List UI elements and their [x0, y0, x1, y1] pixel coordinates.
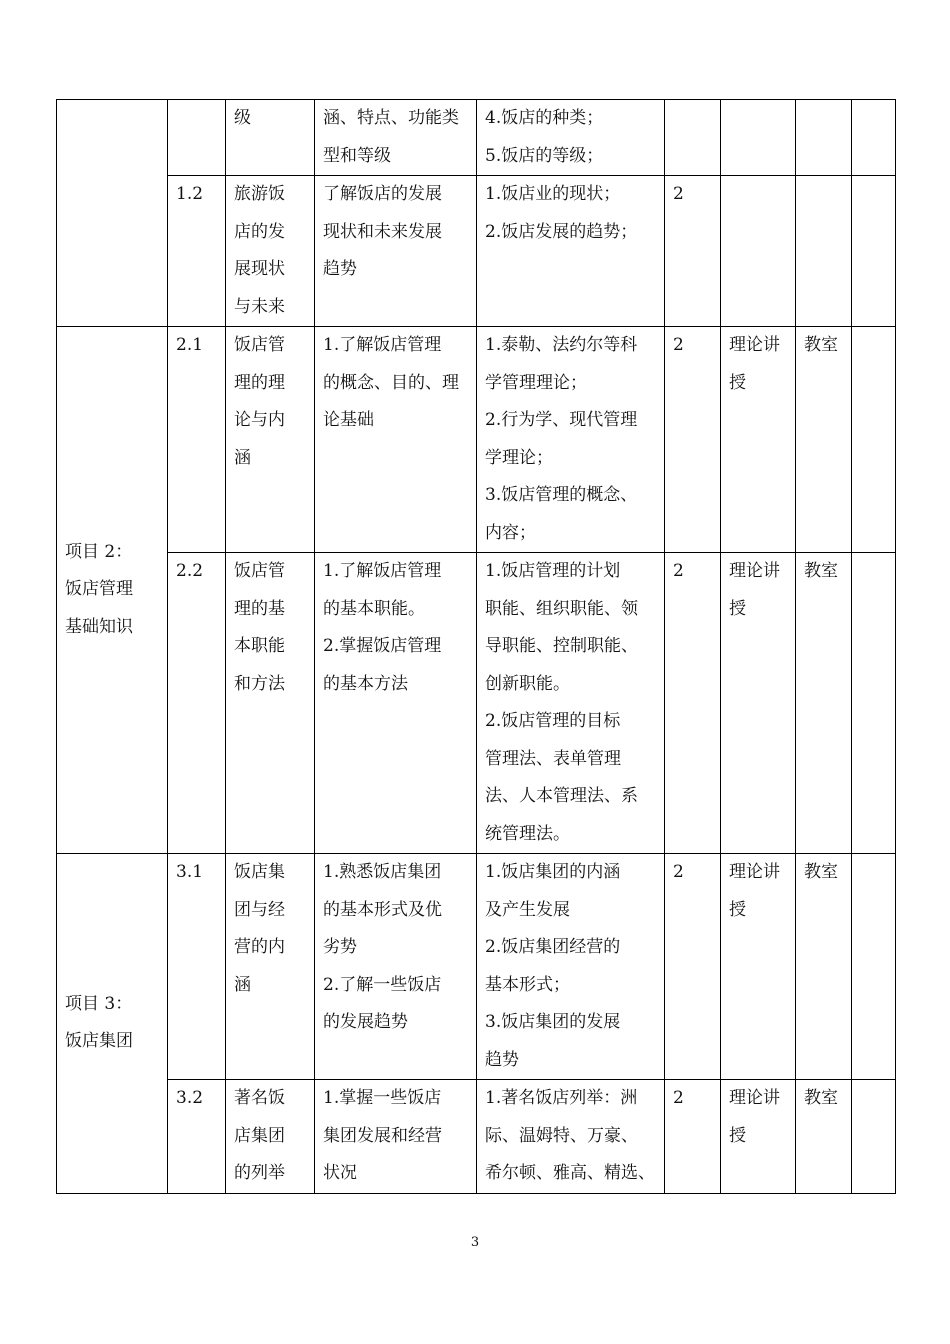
cell-line: 饭店集团 [65, 1031, 133, 1052]
no-cell [168, 327, 226, 553]
method-cell [721, 327, 796, 553]
objective-cell [315, 1080, 477, 1194]
project-cell [57, 854, 168, 1194]
cell-text: 2.2 [176, 561, 204, 581]
place-cell [796, 553, 852, 854]
remark-cell [852, 327, 896, 553]
cell-line: 2.饭店集团经营的 [485, 937, 621, 957]
remark-cell [852, 100, 896, 176]
cell-text: 2 [673, 561, 684, 581]
cell-line: 论基础 [323, 410, 374, 430]
cell-line: 2.了解一些饭店 [323, 974, 442, 995]
cell-line: 饭店管 [234, 561, 285, 581]
cell-line: 际、温姆特、万豪、 [485, 1125, 638, 1146]
hours-cell [665, 327, 721, 553]
page-number: 3 [470, 1235, 480, 1250]
table-row [57, 553, 896, 854]
cell-line: 与未来 [234, 296, 285, 317]
cell-line: 饭店管 [234, 335, 285, 355]
cell-text: 3.2 [176, 1088, 204, 1108]
cell-text: 教室 [804, 561, 838, 581]
method-cell [721, 176, 796, 327]
cell-line: 饭店管理 [65, 579, 133, 600]
place-cell [796, 327, 852, 553]
cell-line: 趋势 [485, 1049, 519, 1070]
place-cell [796, 100, 852, 176]
topic-cell [226, 1080, 315, 1194]
cell-text: 教室 [804, 862, 838, 882]
objective-cell [315, 327, 477, 553]
project-cell [57, 100, 168, 327]
cell-line: 2.饭店发展的趋势； [485, 221, 638, 242]
method-cell [721, 854, 796, 1080]
content-cell [477, 327, 665, 553]
cell-line: 的列举 [234, 1163, 285, 1183]
hours-cell [665, 100, 721, 176]
cell-line: 店的发 [234, 221, 285, 242]
cell-line: 的基本形式及优 [323, 899, 442, 920]
cell-line: 劣势 [323, 937, 357, 957]
cell-line: 的概念、目的、理 [323, 372, 459, 393]
cell-line: 1.了解饭店管理 [323, 335, 442, 355]
remark-cell [852, 1080, 896, 1194]
no-cell [168, 553, 226, 854]
no-cell [168, 100, 226, 176]
cell-line: 理论讲 [729, 335, 780, 355]
cell-line: 型和等级 [323, 145, 391, 166]
hours-cell [665, 553, 721, 854]
cell-line: 学管理理论； [485, 372, 587, 393]
method-cell [721, 100, 796, 176]
cell-text: 2.1 [176, 335, 204, 355]
cell-line: 导职能、控制职能、 [485, 636, 638, 656]
remark-cell [852, 176, 896, 327]
cell-line: 的基本职能。 [323, 598, 425, 619]
cell-line: 1.饭店业的现状； [485, 184, 621, 204]
content-cell [477, 854, 665, 1080]
cell-text: 2 [673, 335, 684, 355]
cell-text: 2 [673, 184, 684, 204]
cell-line: 的基本方法 [323, 673, 408, 694]
objective-cell [315, 176, 477, 327]
place-cell [796, 854, 852, 1080]
cell-line: 基本形式； [485, 974, 570, 995]
hours-cell [665, 1080, 721, 1194]
cell-line: 本职能 [234, 636, 285, 656]
cell-line: 理论讲 [729, 561, 780, 581]
cell-line: 论与内 [234, 410, 285, 430]
table-row [57, 176, 896, 327]
cell-line: 1.熟悉饭店集团 [323, 862, 442, 882]
cell-line: 集团发展和经营 [323, 1125, 442, 1146]
no-cell [168, 1080, 226, 1194]
cell-line: 2.饭店管理的目标 [485, 711, 621, 731]
cell-line: 理的理 [234, 372, 285, 393]
cell-text: 2 [673, 1088, 684, 1108]
topic-cell [226, 553, 315, 854]
cell-line: 趋势 [323, 259, 357, 279]
cell-line: 授 [729, 598, 746, 619]
content-cell [477, 100, 665, 176]
cell-line: 创新职能。 [485, 673, 570, 694]
cell-line: 饭店集 [234, 862, 285, 882]
method-cell [721, 1080, 796, 1194]
place-cell [796, 176, 852, 327]
cell-line: 涵 [234, 447, 251, 468]
cell-line: 1.著名饭店列举：洲 [485, 1088, 638, 1108]
content-cell [477, 176, 665, 327]
remark-cell [852, 854, 896, 1080]
cell-text: 1.2 [176, 184, 204, 204]
cell-line: 2.行为学、现代管理 [485, 410, 638, 430]
cell-line: 1.掌握一些饭店 [323, 1088, 442, 1108]
cell-line: 及产生发展 [485, 899, 570, 920]
cell-line: 现状和未来发展 [323, 221, 442, 242]
no-cell [168, 176, 226, 327]
cell-line: 状况 [323, 1163, 357, 1183]
cell-line: 级 [234, 108, 251, 128]
cell-text: 教室 [804, 335, 838, 355]
cell-line: 授 [729, 372, 746, 393]
cell-line: 涵、特点、功能类 [323, 108, 459, 128]
remark-cell [852, 553, 896, 854]
cell-line: 统管理法。 [485, 823, 570, 844]
hours-cell [665, 854, 721, 1080]
no-cell [168, 854, 226, 1080]
objective-cell [315, 553, 477, 854]
table-row [57, 1080, 896, 1194]
cell-line: 基础知识 [65, 616, 133, 637]
objective-cell [315, 100, 477, 176]
cell-line: 2.掌握饭店管理 [323, 636, 442, 656]
project-cell [57, 327, 168, 854]
cell-line: 1.了解饭店管理 [323, 561, 442, 581]
topic-cell [226, 100, 315, 176]
cell-line: 的发展趋势 [323, 1012, 408, 1032]
method-cell [721, 553, 796, 854]
cell-line: 3.饭店集团的发展 [485, 1012, 621, 1032]
cell-line: 管理法、表单管理 [485, 748, 621, 769]
cell-line: 3.饭店管理的概念、 [485, 485, 638, 505]
topic-cell [226, 176, 315, 327]
table-row [57, 100, 896, 176]
objective-cell [315, 854, 477, 1080]
cell-line: 1.饭店管理的计划 [485, 561, 621, 581]
cell-line: 项目 2： [65, 541, 133, 562]
cell-line: 了解饭店的发展 [323, 184, 442, 204]
cell-line: 店集团 [234, 1125, 285, 1146]
cell-line: 职能、组织职能、领 [485, 598, 638, 619]
cell-line: 项目 3： [65, 993, 133, 1014]
content-cell [477, 1080, 665, 1194]
cell-line: 团与经 [234, 899, 285, 920]
cell-line: 希尔顿、雅高、精选、 [485, 1163, 655, 1183]
cell-line: 理论讲 [729, 1088, 780, 1108]
cell-text: 教室 [804, 1088, 838, 1108]
cell-text: 3.1 [176, 862, 204, 882]
cell-line: 5.饭店的等级； [485, 145, 604, 166]
cell-line: 内容； [485, 522, 536, 543]
place-cell [796, 1080, 852, 1194]
cell-line: 1.泰勒、法约尔等科 [485, 335, 638, 355]
cell-line: 展现状 [234, 259, 285, 279]
cell-line: 著名饭 [234, 1088, 285, 1108]
cell-line: 学理论； [485, 447, 553, 468]
cell-line: 授 [729, 1125, 746, 1146]
cell-line: 理论讲 [729, 862, 780, 882]
cell-line: 营的内 [234, 937, 285, 957]
cell-line: 旅游饭 [234, 184, 285, 204]
content-cell [477, 553, 665, 854]
table-row [57, 854, 896, 1080]
cell-line: 授 [729, 899, 746, 920]
table-row [57, 327, 896, 553]
topic-cell [226, 327, 315, 553]
cell-line: 涵 [234, 974, 251, 995]
cell-line: 法、人本管理法、系 [485, 786, 638, 806]
topic-cell [226, 854, 315, 1080]
syllabus-table [56, 99, 896, 1194]
cell-line: 理的基 [234, 598, 285, 619]
cell-line: 和方法 [234, 673, 285, 694]
cell-text: 2 [673, 862, 684, 882]
cell-line: 4.饭店的种类； [485, 108, 604, 128]
cell-line: 1.饭店集团的内涵 [485, 862, 621, 882]
hours-cell [665, 176, 721, 327]
